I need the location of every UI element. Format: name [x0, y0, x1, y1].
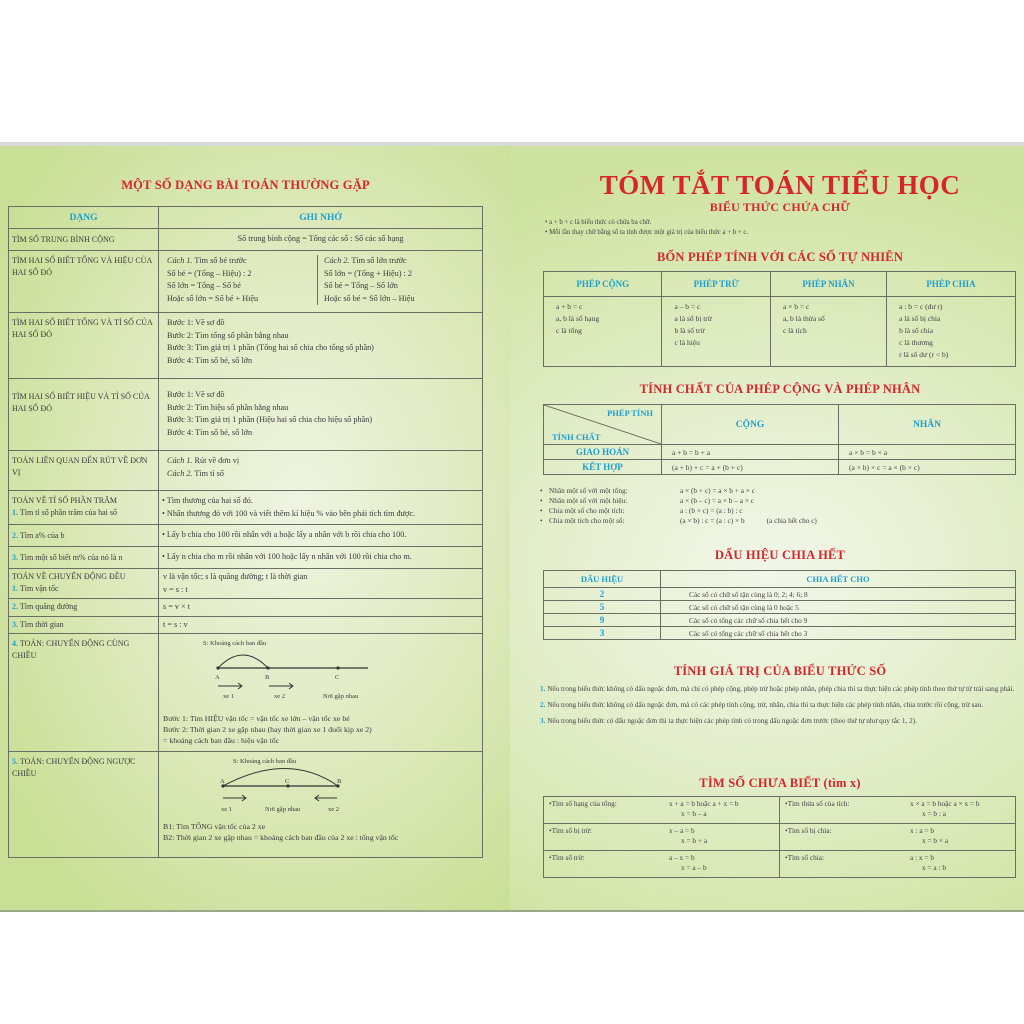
find-x-cell: • Tìm số bị chia: x : a = b x = b × a	[780, 824, 1016, 851]
evaluate-rules	[540, 684, 1018, 732]
rule-item: 1. Nếu trong biểu thức không có dấu ngoặc đơn, mà chỉ có phép cộng, phép trừ hoặc phép nhân, phép chia thì ta thực hiện các phép tính theo thứ tự từ trái sang phải.	[540, 685, 1015, 693]
opposite-direction-diagram: S: Khoảng cách ban đầu A C B xe 1 Nơi gặp nhau xe 2	[220, 758, 342, 813]
type-cell: 4. TOÁN: CHUYỂN ĐỘNG CÙNG CHIỀU	[9, 634, 159, 752]
mul-cell: a × b = c a, b là thừa số c là tích	[770, 297, 886, 367]
table-row: 9 Các số có tổng các chữ số chia hết cho 9	[544, 614, 1016, 627]
rule-item: • Nhân một số với một tổng: a × (b + c) = a × b + a × c	[540, 486, 1000, 496]
math-summary-poster	[0, 146, 1024, 912]
evaluate-title: TÍNH GIÁ TRỊ CỦA BIỂU THỨC SỐ	[673, 664, 887, 678]
header-sub: PHÉP TRỪ	[662, 272, 771, 297]
find-x-table	[543, 796, 1016, 878]
expr-letters-bullets	[545, 218, 1015, 237]
divisibility-title: DẤU HIỆU CHIA HẾT	[714, 548, 846, 562]
table-row	[544, 824, 1016, 851]
expr-letters-title: BIỂU THỨC CHỨA CHỮ	[709, 200, 851, 214]
type-cell: 3. Tìm thời gian	[9, 616, 159, 634]
four-ops-title: BỐN PHÉP TÍNH VỚI CÁC SỐ TỰ NHIÊN	[656, 250, 904, 264]
corner-cell: PHÉP TÍNH TÍNH CHẤT	[544, 405, 662, 445]
table-row: GIAO HOÁN a + b = b + a a × b = b × a	[544, 445, 1016, 460]
table-row	[9, 547, 483, 569]
type-cell: TÌM HAI SỐ BIẾT HIỆU VÀ TỈ SỐ CỦA HAI SỐ ĐÓ	[9, 379, 159, 451]
main-title: TÓM TẮT TOÁN TIỂU HỌC	[599, 170, 961, 200]
type-cell: 2. Tìm quãng đường	[9, 599, 159, 617]
note-cell: • Lấy n chia cho m rồi nhân với 100 hoặc lấy n nhân với 100 rồi chia cho m.	[159, 547, 483, 569]
note-cell: Bước 1: Vẽ sơ đồ Bước 2: Tìm hiệu số phần bằng nhau Bước 3: Tìm giá trị 1 phần (Hiệu hai số chia cho hiệu số phần) Bước 4: Tìm số bé, số lớn	[159, 379, 483, 451]
type-cell: TOÁN LIÊN QUAN ĐẾN RÚT VỀ ĐƠN VỊ	[9, 451, 159, 491]
table-row	[9, 229, 483, 251]
div-cell: a : b = c (dư r) a là số bị chia b là số chia c là thương r là số dư (r < b)	[887, 297, 1016, 367]
header-divisible: CHIA HẾT CHO	[661, 571, 1016, 588]
note-cell: Số trung bình cộng = Tổng các số : Số các số hạng	[159, 229, 483, 251]
table-row	[9, 752, 483, 858]
header-type: DẠNG	[9, 207, 159, 229]
add-cell: a + b = c a, b là số hạng c là tổng	[544, 297, 662, 367]
four-operations-table	[543, 271, 1016, 367]
rule-item: • Nhân một số với một hiệu: a × (b – c) = a × b – a × c	[540, 496, 1000, 506]
note-cell: Cách 1. Rút về đơn vị Cách 2. Tìm tỉ số	[159, 451, 483, 491]
find-x-cell: • Tìm số bị trừ: x – a = b x = b + a	[544, 824, 780, 851]
note-cell: S: Khoảng cách ban đầu A C B xe 1 Nơi gặp nhau xe 2 B1: Tìm TỔNG vận tốc của 2 xe B2: Thời gian 2 xe gặp nhau = khoảng cách ban đầu của 2 xe : tổng vận tốc	[159, 752, 483, 858]
table-row	[9, 379, 483, 451]
table-row	[9, 599, 483, 617]
bullet-item: • a + b + c là biểu thức có chứa ba chữ.	[545, 218, 1015, 228]
type-cell: TOÁN VỀ CHUYỂN ĐỘNG ĐỀU 1. Tìm vận tốc	[9, 569, 159, 599]
table-row	[544, 851, 1016, 878]
way-2: Cách 2. Tìm số lớn trước Số lớn = (Tổng + Hiệu) : 2 Số bé = Tổng – Số lớn Hoặc số bé = Số lớn – Hiệu	[317, 255, 474, 305]
note-cell: • Lấy b chia cho 100 rồi nhân với a hoặc lấy a nhân với b rồi chia cho 100.	[159, 525, 483, 547]
bullet-item: • Mỗi lần thay chữ bằng số ta tính được một giá trị của biểu thức a + b + c.	[545, 228, 1015, 238]
table-row: KẾT HỢP (a + b) + c = a + (b + c) (a × b) × c = a × (b × c)	[544, 460, 1016, 475]
table-row	[9, 634, 483, 752]
table-row	[9, 525, 483, 547]
table-row: 2 Các số có chữ số tận cùng là 0; 2; 4; 6; 8	[544, 588, 1016, 601]
problem-types-table	[8, 206, 483, 858]
find-x-cell: • Tìm thừa số của tích: x × a = b hoặc a × x = b x = b : a	[780, 797, 1016, 824]
same-direction-diagram: S: Khoảng cách ban đầu A B C xe 1 xe 2 Nơi gặp nhau	[203, 640, 359, 700]
table-row	[9, 251, 483, 313]
table-row	[544, 797, 1016, 824]
type-cell: TÌM HAI SỐ BIẾT TỔNG VÀ HIỆU CỦA HAI SỐ ĐÓ	[9, 251, 159, 313]
type-cell: 2. Tìm a% của b	[9, 525, 159, 547]
table-row: 3 Các số có tổng các chữ số chia hết cho 3	[544, 627, 1016, 640]
divisibility-table	[543, 570, 1016, 640]
sub-cell: a – b = c a là số bị trừ b là số trừ c là hiệu	[662, 297, 771, 367]
table-row	[9, 313, 483, 379]
properties-title: TÍNH CHẤT CỦA PHÉP CỘNG VÀ PHÉP NHÂN	[639, 382, 921, 396]
note-cell: t = s : v	[159, 616, 483, 634]
table-row: 5 Các số có chữ số tận cùng là 0 hoặc 5	[544, 601, 1016, 614]
left-section-title: MỘT SỐ DẠNG BÀI TOÁN THƯỜNG GẶP	[121, 178, 370, 192]
distributive-rules	[540, 486, 1000, 526]
type-cell: TÌM HAI SỐ BIẾT TỔNG VÀ TỈ SỐ CỦA HAI SỐ ĐÓ	[9, 313, 159, 379]
table-row	[9, 451, 483, 491]
rule-item: 3. Nếu trong biểu thức có dấu ngoặc đơn thì ta thực hiện các phép tính có trong dấu ngoặc đơn trước (theo thứ tự như quy tắc 1, 2).	[540, 717, 917, 725]
note-cell: v là vận tốc; s là quãng đường; t là thời gian v = s : t	[159, 569, 483, 599]
note-cell: Bước 1: Vẽ sơ đồ Bước 2: Tìm tổng số phần bằng nhau Bước 3: Tìm giá trị 1 phần (Tổng hai số chia cho tổng số phần) Bước 4: Tìm số bé, số lớn	[159, 313, 483, 379]
find-x-title: TÌM SỐ CHƯA BIẾT (tìm x)	[699, 776, 861, 790]
table-row	[9, 569, 483, 599]
header-mul: NHÂN	[839, 405, 1016, 445]
note-cell: • Tìm thương của hai số đó. • Nhân thương đó với 100 và viết thêm kí hiệu % vào bên phải tích tìm được.	[159, 491, 483, 525]
type-cell: TOÁN VỀ TỈ SỐ PHẦN TRĂM 1. Tìm tỉ số phần trăm của hai số	[9, 491, 159, 525]
type-cell: TÌM SỐ TRUNG BÌNH CỘNG	[9, 229, 159, 251]
note-cell: S: Khoảng cách ban đầu A B C xe 1 xe 2 Nơi gặp nhau Bước 1: Tìm HIỆU vận tốc = vận tốc xe lớn – vận tốc xe bé Bước 2: Thời gian 2 xe gặp nhau (hay thời gian xe 1 đuổi kịp xe 2) = khoảng cách ban đầu : hiệu vận tốc	[159, 634, 483, 752]
header-sign: DẤU HIỆU	[544, 571, 661, 588]
rule-item: • Chia một tích cho một số: (a × b) : c = (a : c) × b (a chia hết cho c)	[540, 516, 1000, 526]
find-x-cell: • Tìm số hạng của tổng: x + a = b hoặc a + x = b x = b – a	[544, 797, 780, 824]
table-row	[9, 491, 483, 525]
rule-item: 2. Nếu trong biểu thức không có dấu ngoặc đơn, mà có các phép tính cộng, trừ, nhân, chia thì ta thực hiện các phép tính nhân, chia trước rồi cộng, trừ sau.	[540, 701, 984, 709]
note-cell: s = v × t	[159, 599, 483, 617]
header-note: GHI NHỚ	[159, 207, 483, 229]
header-mul: PHÉP NHÂN	[770, 272, 886, 297]
way-1: Cách 1. Tìm số bé trước Số bé = (Tổng – Hiệu) : 2 Số lớn = Tổng – Số bé Hoặc số lớn = Số bé + Hiệu	[167, 256, 259, 303]
table-row	[9, 616, 483, 634]
find-x-cell: • Tìm số trừ: a – x = b x = a – b	[544, 851, 780, 878]
header-add: PHÉP CỘNG	[544, 272, 662, 297]
header-div: PHÉP CHIA	[887, 272, 1016, 297]
note-cell	[159, 251, 483, 313]
type-cell: 5. TOÁN: CHUYỂN ĐỘNG NGƯỢC CHIỀU	[9, 752, 159, 858]
properties-table	[543, 404, 1016, 475]
rule-item: • Chia một số cho một tích: a : (b × c) = (a : b) : c	[540, 506, 1000, 516]
header-add: CỘNG	[662, 405, 839, 445]
type-cell: 3. Tìm một số biết m% của nó là n	[9, 547, 159, 569]
find-x-cell: • Tìm số chia: a : x = b x = a : b	[780, 851, 1016, 878]
